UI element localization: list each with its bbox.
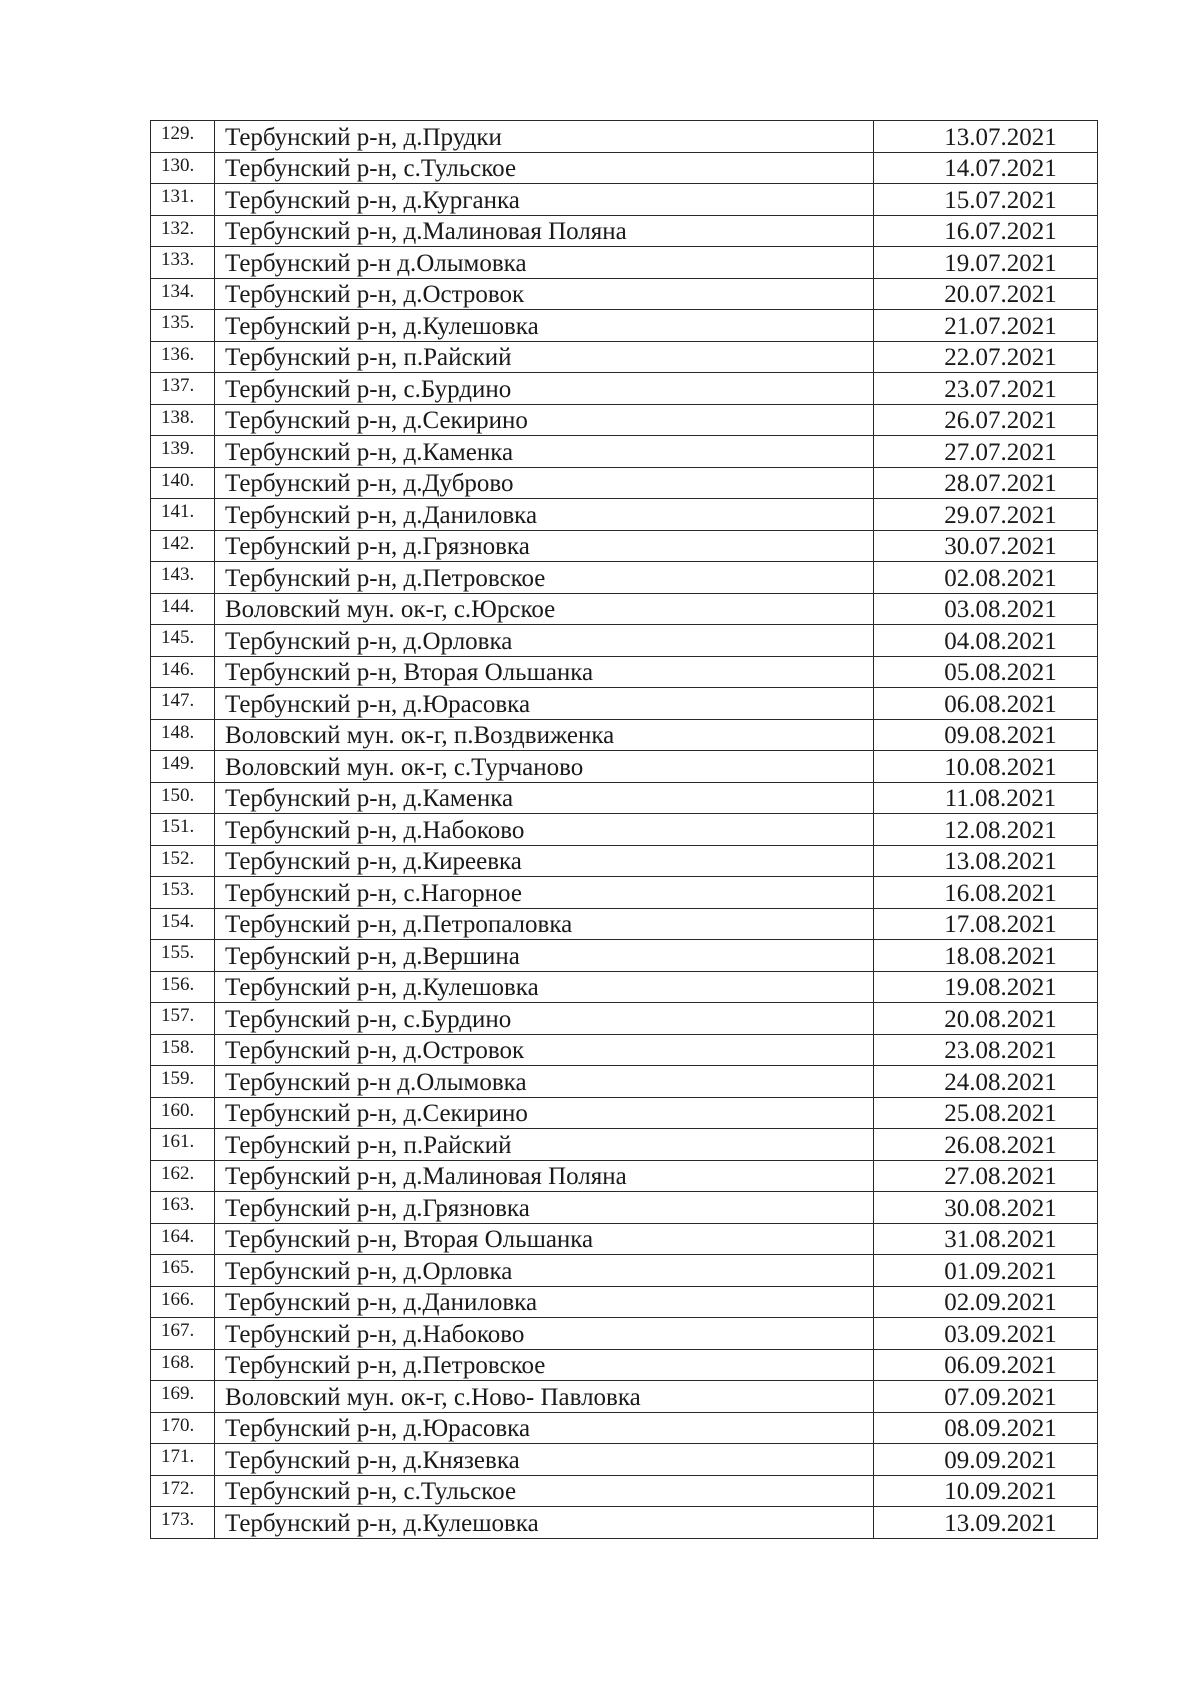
table-row — [151, 1160, 1098, 1192]
row-number: 169. — [151, 1381, 215, 1413]
table-row — [151, 1255, 1098, 1287]
visit-date: 07.09.2021 — [874, 1381, 1098, 1413]
visit-date: 09.08.2021 — [874, 719, 1098, 751]
table-row — [151, 814, 1098, 846]
settlement-name: Тербунский р-н, д.Грязновка — [215, 1192, 874, 1224]
table-row — [151, 278, 1098, 310]
row-number: 170. — [151, 1412, 215, 1444]
table-row — [151, 499, 1098, 531]
table-row — [151, 1381, 1098, 1413]
settlement-name: Тербунский р-н, д.Прудки — [215, 121, 874, 153]
settlement-name: Тербунский р-н, д.Дуброво — [215, 467, 874, 499]
visit-date: 26.08.2021 — [874, 1129, 1098, 1161]
settlement-name: Тербунский р-н, д.Орловка — [215, 1255, 874, 1287]
table-row — [151, 1475, 1098, 1507]
settlement-name: Тербунский р-н, с.Тульское — [215, 1475, 874, 1507]
settlement-name: Тербунский р-н, д.Вершина — [215, 940, 874, 972]
visit-date: 04.08.2021 — [874, 625, 1098, 657]
row-number: 165. — [151, 1255, 215, 1287]
table-row — [151, 845, 1098, 877]
row-number: 159. — [151, 1066, 215, 1098]
table-row — [151, 1129, 1098, 1161]
row-number: 152. — [151, 845, 215, 877]
visit-date: 19.08.2021 — [874, 971, 1098, 1003]
row-number: 173. — [151, 1507, 215, 1539]
table-row — [151, 656, 1098, 688]
row-number: 154. — [151, 908, 215, 940]
table-row — [151, 1223, 1098, 1255]
row-number: 131. — [151, 184, 215, 216]
settlement-name: Тербунский р-н, д.Даниловка — [215, 499, 874, 531]
table-row — [151, 877, 1098, 909]
row-number: 166. — [151, 1286, 215, 1318]
table-row — [151, 404, 1098, 436]
row-number: 133. — [151, 247, 215, 279]
row-number: 162. — [151, 1160, 215, 1192]
row-number: 163. — [151, 1192, 215, 1224]
settlement-name: Тербунский р-н, д.Петровское — [215, 562, 874, 594]
visit-date: 14.07.2021 — [874, 152, 1098, 184]
visit-date: 09.09.2021 — [874, 1444, 1098, 1476]
settlement-name: Тербунский р-н, д.Орловка — [215, 625, 874, 657]
schedule-table — [150, 120, 1098, 1539]
table-row — [151, 310, 1098, 342]
row-number: 156. — [151, 971, 215, 1003]
settlement-name: Тербунский р-н, д.Островок — [215, 278, 874, 310]
settlement-name: Тербунский р-н, д.Секирино — [215, 404, 874, 436]
row-number: 140. — [151, 467, 215, 499]
visit-date: 06.09.2021 — [874, 1349, 1098, 1381]
row-number: 146. — [151, 656, 215, 688]
settlement-name: Тербунский р-н, с.Тульское — [215, 152, 874, 184]
settlement-name: Тербунский р-н, д.Набоково — [215, 1318, 874, 1350]
table-row — [151, 247, 1098, 279]
settlement-name: Тербунский р-н, д.Каменка — [215, 436, 874, 468]
row-number: 150. — [151, 782, 215, 814]
table-row — [151, 436, 1098, 468]
table-row — [151, 688, 1098, 720]
table-row — [151, 562, 1098, 594]
visit-date: 20.07.2021 — [874, 278, 1098, 310]
settlement-name: Воловский мун. ок-г, п.Воздвиженка — [215, 719, 874, 751]
settlement-name: Тербунский р-н, д.Даниловка — [215, 1286, 874, 1318]
settlement-name: Тербунский р-н, д.Юрасовка — [215, 688, 874, 720]
visit-date: 03.08.2021 — [874, 593, 1098, 625]
settlement-name: Тербунский р-н, д.Петропаловка — [215, 908, 874, 940]
visit-date: 25.08.2021 — [874, 1097, 1098, 1129]
table-row — [151, 1066, 1098, 1098]
visit-date: 05.08.2021 — [874, 656, 1098, 688]
visit-date: 08.09.2021 — [874, 1412, 1098, 1444]
settlement-name: Воловский мун. ок-г, с.Турчаново — [215, 751, 874, 783]
row-number: 167. — [151, 1318, 215, 1350]
visit-date: 06.08.2021 — [874, 688, 1098, 720]
table-row — [151, 971, 1098, 1003]
row-number: 153. — [151, 877, 215, 909]
row-number: 139. — [151, 436, 215, 468]
visit-date: 10.09.2021 — [874, 1475, 1098, 1507]
table-row — [151, 373, 1098, 405]
visit-date: 21.07.2021 — [874, 310, 1098, 342]
visit-date: 24.08.2021 — [874, 1066, 1098, 1098]
settlement-name: Тербунский р-н д.Олымовка — [215, 1066, 874, 1098]
settlement-name: Тербунский р-н, д.Грязновка — [215, 530, 874, 562]
visit-date: 23.08.2021 — [874, 1034, 1098, 1066]
visit-date: 30.07.2021 — [874, 530, 1098, 562]
visit-date: 02.09.2021 — [874, 1286, 1098, 1318]
settlement-name: Тербунский р-н, д.Набоково — [215, 814, 874, 846]
table-row — [151, 1003, 1098, 1035]
visit-date: 16.07.2021 — [874, 215, 1098, 247]
settlement-name: Тербунский р-н, д.Кулешовка — [215, 1507, 874, 1539]
settlement-name: Тербунский р-н, с.Нагорное — [215, 877, 874, 909]
settlement-name: Тербунский р-н, д.Каменка — [215, 782, 874, 814]
row-number: 135. — [151, 310, 215, 342]
table-row — [151, 184, 1098, 216]
table-row — [151, 1507, 1098, 1539]
table-row — [151, 1444, 1098, 1476]
table-row — [151, 467, 1098, 499]
settlement-name: Тербунский р-н, Вторая Ольшанка — [215, 656, 874, 688]
visit-date: 31.08.2021 — [874, 1223, 1098, 1255]
settlement-name: Тербунский р-н, д.Юрасовка — [215, 1412, 874, 1444]
row-number: 147. — [151, 688, 215, 720]
row-number: 171. — [151, 1444, 215, 1476]
row-number: 130. — [151, 152, 215, 184]
row-number: 134. — [151, 278, 215, 310]
table-row — [151, 530, 1098, 562]
visit-date: 27.08.2021 — [874, 1160, 1098, 1192]
visit-date: 20.08.2021 — [874, 1003, 1098, 1035]
settlement-name: Тербунский р-н, д.Малиновая Поляна — [215, 215, 874, 247]
settlement-name: Тербунский р-н, д.Петровское — [215, 1349, 874, 1381]
row-number: 144. — [151, 593, 215, 625]
row-number: 168. — [151, 1349, 215, 1381]
settlement-name: Тербунский р-н д.Олымовка — [215, 247, 874, 279]
row-number: 149. — [151, 751, 215, 783]
visit-date: 23.07.2021 — [874, 373, 1098, 405]
settlement-name: Тербунский р-н, д.Малиновая Поляна — [215, 1160, 874, 1192]
row-number: 145. — [151, 625, 215, 657]
visit-date: 29.07.2021 — [874, 499, 1098, 531]
row-number: 172. — [151, 1475, 215, 1507]
settlement-name: Воловский мун. ок-г, с.Ново- Павловка — [215, 1381, 874, 1413]
settlement-name: Тербунский р-н, д.Секирино — [215, 1097, 874, 1129]
settlement-name: Тербунский р-н, д.Курганка — [215, 184, 874, 216]
settlement-name: Тербунский р-н, с.Бурдино — [215, 373, 874, 405]
row-number: 157. — [151, 1003, 215, 1035]
row-number: 143. — [151, 562, 215, 594]
table-row — [151, 1192, 1098, 1224]
visit-date: 19.07.2021 — [874, 247, 1098, 279]
visit-date: 22.07.2021 — [874, 341, 1098, 373]
row-number: 160. — [151, 1097, 215, 1129]
table-row — [151, 1097, 1098, 1129]
settlement-name: Тербунский р-н, д.Киреевка — [215, 845, 874, 877]
settlement-name: Воловский мун. ок-г, с.Юрское — [215, 593, 874, 625]
table-row — [151, 1034, 1098, 1066]
visit-date: 12.08.2021 — [874, 814, 1098, 846]
table-row — [151, 719, 1098, 751]
table-row — [151, 908, 1098, 940]
visit-date: 27.07.2021 — [874, 436, 1098, 468]
table-row — [151, 215, 1098, 247]
visit-date: 13.07.2021 — [874, 121, 1098, 153]
row-number: 136. — [151, 341, 215, 373]
row-number: 129. — [151, 121, 215, 153]
table-row — [151, 593, 1098, 625]
visit-date: 13.08.2021 — [874, 845, 1098, 877]
settlement-name: Тербунский р-н, п.Райский — [215, 341, 874, 373]
visit-date: 30.08.2021 — [874, 1192, 1098, 1224]
visit-date: 15.07.2021 — [874, 184, 1098, 216]
row-number: 158. — [151, 1034, 215, 1066]
visit-date: 02.08.2021 — [874, 562, 1098, 594]
settlement-name: Тербунский р-н, д.Кулешовка — [215, 310, 874, 342]
table-row — [151, 1349, 1098, 1381]
visit-date: 10.08.2021 — [874, 751, 1098, 783]
row-number: 141. — [151, 499, 215, 531]
row-number: 161. — [151, 1129, 215, 1161]
visit-date: 03.09.2021 — [874, 1318, 1098, 1350]
row-number: 138. — [151, 404, 215, 436]
table-row — [151, 782, 1098, 814]
settlement-name: Тербунский р-н, Вторая Ольшанка — [215, 1223, 874, 1255]
table-row — [151, 625, 1098, 657]
row-number: 155. — [151, 940, 215, 972]
row-number: 142. — [151, 530, 215, 562]
visit-date: 01.09.2021 — [874, 1255, 1098, 1287]
table-row — [151, 1318, 1098, 1350]
table-row — [151, 121, 1098, 153]
visit-date: 13.09.2021 — [874, 1507, 1098, 1539]
row-number: 148. — [151, 719, 215, 751]
table-row — [151, 152, 1098, 184]
settlement-name: Тербунский р-н, п.Райский — [215, 1129, 874, 1161]
settlement-name: Тербунский р-н, д.Островок — [215, 1034, 874, 1066]
table-row — [151, 341, 1098, 373]
visit-date: 26.07.2021 — [874, 404, 1098, 436]
visit-date: 28.07.2021 — [874, 467, 1098, 499]
settlement-name: Тербунский р-н, д.Кулешовка — [215, 971, 874, 1003]
row-number: 164. — [151, 1223, 215, 1255]
visit-date: 11.08.2021 — [874, 782, 1098, 814]
visit-date: 16.08.2021 — [874, 877, 1098, 909]
row-number: 151. — [151, 814, 215, 846]
row-number: 137. — [151, 373, 215, 405]
table-row — [151, 1286, 1098, 1318]
visit-date: 18.08.2021 — [874, 940, 1098, 972]
row-number: 132. — [151, 215, 215, 247]
schedule-table-body — [151, 121, 1098, 1539]
visit-date: 17.08.2021 — [874, 908, 1098, 940]
table-row — [151, 751, 1098, 783]
settlement-name: Тербунский р-н, с.Бурдино — [215, 1003, 874, 1035]
table-row — [151, 1412, 1098, 1444]
table-row — [151, 940, 1098, 972]
settlement-name: Тербунский р-н, д.Князевка — [215, 1444, 874, 1476]
